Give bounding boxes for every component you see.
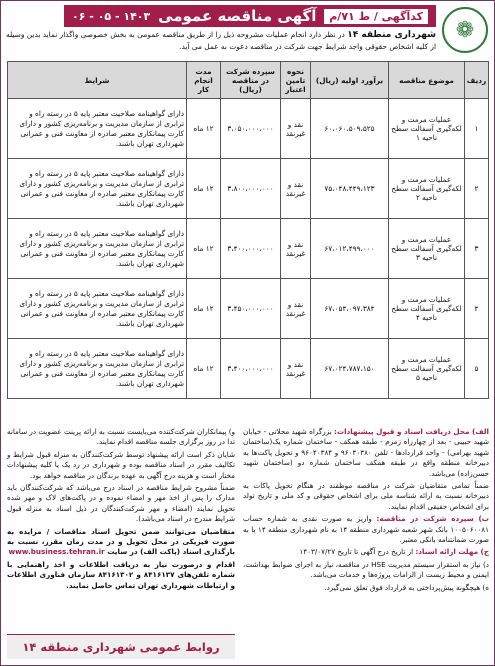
header	[1, 1, 494, 59]
terms-note: شایان ذکر است ارائه پیشنهاد توسط شرکت‌کنندگان به منزله قبول شرایط و تکالیف مقرر در اسناد مناقصه بوده و شهرداری در رد یک یا کلیه پیشنهادات مختار است و هزینه درج آگهی به عهده برندگان در مناقصه خواهد بود.	[7, 449, 235, 480]
row-condition: دارای گواهینامه صلاحیت معتبر پایه ۵ در رسته راه و ترابری از سازمان مدیریت و برنامه‌ریزی کشور و دارای کارت پیمانکاری معتبر صادره از معاونت فنی و عمرانی شهرداری تهران باشند.	[8, 339, 187, 399]
section-f: و) پیمانکاران شرکت‌کننده می‌بایست نسبت به ارائه پرینت عضویت در سامانه تدا در روز برگزاری جلسه مناقصه اقدام نمایند.	[7, 427, 235, 447]
row-funding: نقد و غیرنقد	[281, 339, 311, 399]
notice-code: کدآگهی / ط ۷۱/م	[324, 9, 428, 24]
row-deposit: ۳،۴۵۰،۰۰۰،۰۰۰	[221, 279, 281, 339]
business-site-link[interactable]: www.business.tehran.ir	[8, 547, 105, 557]
footer-signature: روابط عمومی شهرداری منطقه ۱۴	[7, 634, 235, 659]
col-header: سپرده شرکت در مناقصه (ریال)	[221, 62, 281, 99]
row-funding: نقد و غیرنقد	[281, 159, 311, 219]
tender-table	[7, 61, 489, 399]
col-header: برآورد اولیه (ریال)	[311, 62, 389, 99]
row-subject: عملیات مرمت و لکه‌گیری آسفالت سطح ناحیه ۱	[389, 99, 465, 159]
section-b-text: واریز به صورت نقدی به شماره حساب ۱۰۰۵۰۶۰۰۸۱ بانک شهر شعبه شهرداری منطقه ۱۴ به نام شهرداری منطقه ۱۴ یا به صورت ضمانتنامه بانکی معتبر.	[243, 514, 489, 545]
col-header: مدت انجام کار	[187, 62, 221, 99]
upload-note	[7, 527, 235, 558]
section-a	[243, 427, 489, 479]
section-a-note: ضمناً تمامی متقاضیان شرکت در مناقصه موظفند در هنگام تحویل پاکات به دبیرخانه نسبت به ارائه شناسه ملی برای اشخاص حقوقی و کد ملی و تاریخ تولد برای اشخاص حقیقی اقدام نمایند.	[243, 481, 489, 511]
section-c-text: از تاریخ درج آگهی تا تاریخ ۱۴۰۳/۰۷/۲۷	[299, 547, 414, 557]
row-subject: عملیات مرمت و لکه‌گیری آسفالت سطح ناحیه ۴	[389, 279, 465, 339]
row-deposit: ۳،۴۰۰،۰۰۰،۰۰۰	[221, 339, 281, 399]
row-condition: دارای گواهینامه صلاحیت معتبر پایه ۵ در رسته راه و ترابری از سازمان مدیریت و برنامه‌ریزی کشور و دارای کارت پیمانکاری معتبر صادره از معاونت فنی و عمرانی شهرداری تهران باشند.	[8, 279, 187, 339]
row-condition: دارای گواهینامه صلاحیت معتبر پایه ۵ در رسته راه و ترابری از سازمان مدیریت و برنامه‌ریزی کشور و دارای کارت پیمانکاری معتبر صادره از معاونت فنی و عمرانی شهرداری تهران باشند.	[8, 99, 187, 159]
section-d: د) نیاز به استقرار سیستم مدیریت HSE در مناقصه، نیاز به اجرای ضوابط بهداشت، ایمنی و محیط زیست از الزامات پروژه‌ها و خدمات می‌باشد.	[243, 559, 490, 580]
documents-note: ضمناً مشروح شرایط مناقصه در اسناد درج می‌باشد که شرکت‌کنندگان باید مدارک را پس از اخذ مهر و امضاء نموده و در پاکت‌های لاک و مهر شده تحویل نمایند (امضاء و مهر شرکت‌کنندگان در ذیل اسناد به منزله قبول شرایط مندرج در اسناد می‌باشد).	[7, 483, 235, 524]
row-duration: ۱۲ ماه	[187, 219, 221, 279]
row-deposit: ۳،۴۰۰،۰۰۰،۰۰۰	[221, 219, 281, 279]
intro-body: در نظر دارد انجام عملیات مشروحه ذیل را از طریق مناقصه عمومی به بخش خصوصی واگذار نماید بدین وسیله از کلیه اشخاص حقوقی واجد شرایط جهت شرکت در مناقصه دعوت به عمل می آید.	[6, 30, 436, 51]
title-banner	[64, 5, 436, 27]
row-estimate: ۶۷،۰۵۴،۰۹۷،۳۸۴	[311, 279, 389, 339]
section-b	[243, 514, 489, 545]
row-duration: ۱۲ ماه	[187, 99, 221, 159]
row-number: ۱	[465, 99, 489, 159]
row-deposit: ۳،۰۵۰،۰۰۰،۰۰۰	[221, 99, 281, 159]
intro-text	[6, 29, 436, 52]
row-number: ۴	[465, 279, 489, 339]
table-row	[8, 159, 489, 219]
details-left-column	[7, 427, 235, 593]
section-c-title: ج) مهلت ارائه اسناد:	[415, 547, 489, 557]
row-funding: نقد و غیرنقد	[281, 279, 311, 339]
row-condition: دارای گواهینامه صلاحیت معتبر پایه ۵ در رسته راه و ترابری از سازمان مدیریت و برنامه‌ریزی کشور و دارای کارت پیمانکاری معتبر صادره از معاونت فنی و عمرانی شهرداری تهران باشند.	[8, 159, 187, 219]
table-row	[8, 99, 489, 159]
org-name: شهرداری منطقه ۱۴	[347, 30, 436, 40]
col-header: موضوع مناقصه	[389, 62, 465, 99]
row-subject: عملیات مرمت و لکه‌گیری آسفالت سطح ناحیه ۳	[389, 219, 465, 279]
notice-title: آگهی مناقصه عمومی	[158, 7, 317, 25]
row-funding: نقد و غیرنقد	[281, 99, 311, 159]
contact-note: اقدام و درصورت نیاز به دریافت اطلاعات و اخذ راهنمایی با شماره تلفن‌های ۸۴۱۶۱۳۷ و ۸۴۱۶۱۳۰۲ سازمان فناوری اطلاعات و ارتباطات شهرداری تهران تماس حاصل نمایند.	[7, 559, 235, 590]
row-estimate: ۶۷،۰۲۴،۷۸۷،۱۵۰	[311, 339, 389, 399]
section-e: ه) هیچگونه پیش‌پرداختی به قرارداد فوق تعلق نمی‌گیرد.	[324, 582, 489, 592]
row-estimate: ۶۷،۰۱۲،۴۹۹،۰۰۰	[311, 219, 389, 279]
section-c	[243, 547, 489, 557]
row-number: ۳	[465, 219, 489, 279]
section-a-title: الف) محل دریافت اسناد و قبول پیشنهادات:	[334, 427, 489, 436]
notice-details	[7, 427, 489, 659]
section-a-text: بزرگراه شهید محلاتی - خیابان شهید حبیبی - بعد از چهارراه زمزم - طبقه همکف - ساختمان شماره یک(ساختمان شهید بهرامی) - واحد قراردادها - تلفن ۹۶۰۴۰۳۸۰ و ۹۶۰۴۰۳۸۴ و تحویل پاکت‌ها به دبیرخانه منطقه واقع در طبقه همکف ساختمان شماره دو (ساختمان شهید حسن‌زاده) می‌باشد.	[243, 427, 489, 478]
table-header-row	[8, 62, 489, 99]
row-duration: ۱۲ ماه	[187, 279, 221, 339]
row-condition: دارای گواهینامه صلاحیت معتبر پایه ۵ در رسته راه و ترابری از سازمان مدیریت و برنامه‌ریزی کشور و دارای کارت پیمانکاری معتبر صادره از معاونت فنی و عمرانی شهرداری تهران باشند.	[8, 219, 187, 279]
row-deposit: ۳،۸۰۰،۰۰۰،۰۰۰	[221, 159, 281, 219]
row-estimate: ۶۰،۰۶۰،۵۰۹،۵۲۵	[311, 99, 389, 159]
table-row	[8, 279, 489, 339]
row-subject: عملیات مرمت و لکه‌گیری آسفالت سطح ناحیه ۵	[389, 339, 465, 399]
upload-text: متقاضیان می‌توانند ضمن تحویل اسناد مناقصات / مزایده به صورت فیزیکی در محل تحویل و در مدت زمان مقرر، نسبت به بارگذاری اسناد (پاکت الف) در سایت	[7, 526, 235, 557]
municipality-logo-icon: ❁	[442, 7, 488, 53]
notice-date: ۱۴۰۳ - ۰۵ - ۰۶	[72, 9, 151, 23]
col-header: ردیف	[465, 62, 489, 99]
row-estimate: ۷۵،۰۴۸،۴۴۹،۱۲۳	[311, 159, 389, 219]
row-duration: ۱۲ ماه	[187, 339, 221, 399]
row-number: ۵	[465, 339, 489, 399]
table-row	[8, 219, 489, 279]
row-number: ۲	[465, 159, 489, 219]
col-header: نحوه تامین اعتبار	[281, 62, 311, 99]
row-duration: ۱۲ ماه	[187, 159, 221, 219]
row-funding: نقد و غیرنقد	[281, 219, 311, 279]
col-header: شرایط	[8, 62, 187, 99]
details-right-column	[243, 427, 489, 595]
table-row	[8, 339, 489, 399]
row-subject: عملیات مرمت و لکه‌گیری آسفالت سطح ناحیه ۲	[389, 159, 465, 219]
section-b-title: ب) سپرده شرکت در مناقصه:	[376, 514, 489, 524]
